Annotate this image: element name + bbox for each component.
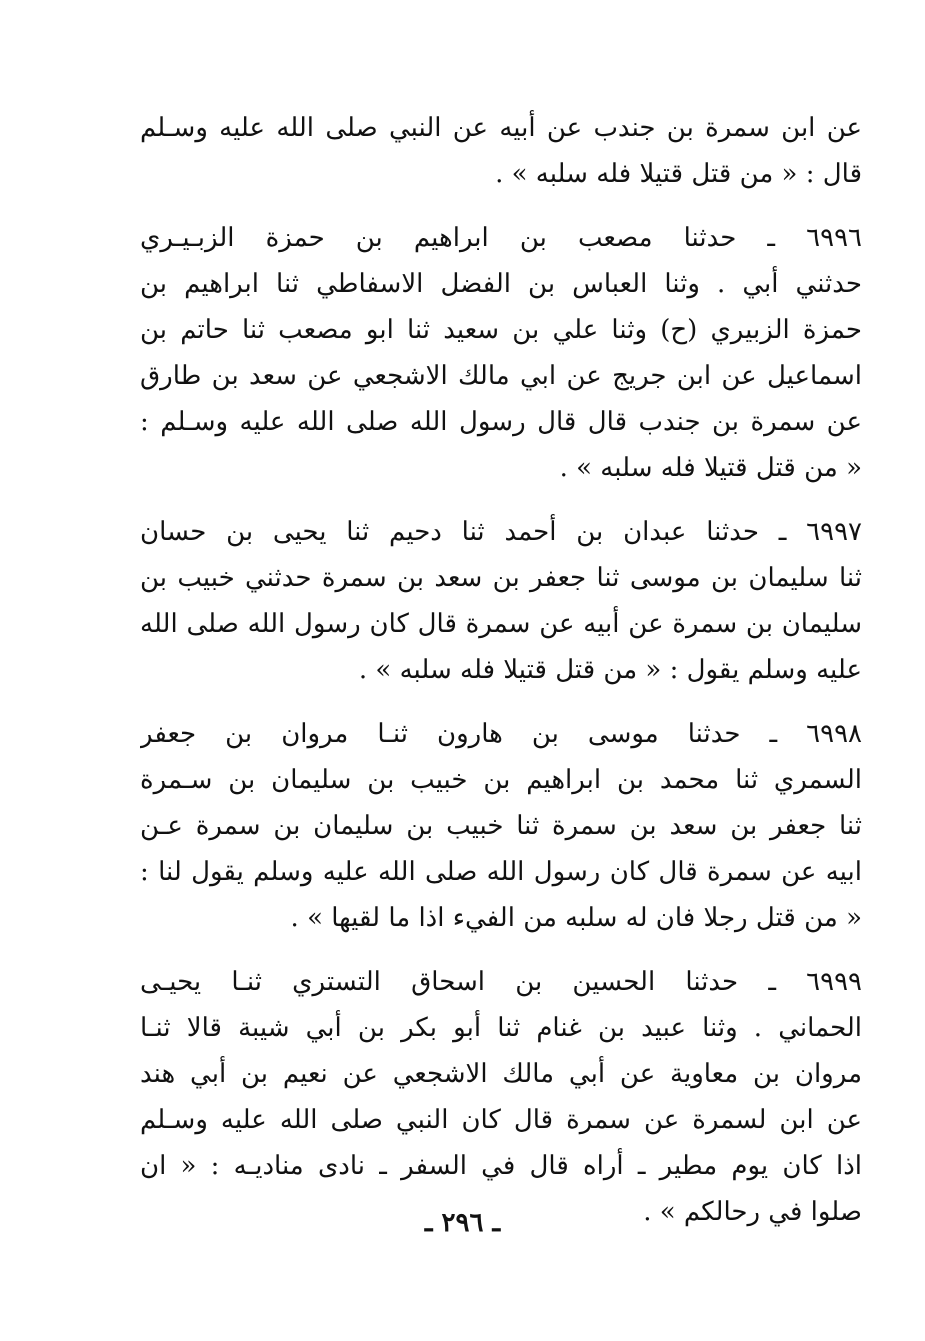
text-line: عن سمرة بن جندب قال قال رسول الله صلى الله عليه وسـلم : (140, 407, 862, 437)
text-line: مروان بن معاوية عن أبي مالك الاشجعي عن نعيم بن أبي هند (140, 1059, 862, 1089)
text-line: اسماعيل عن ابن جريج عن ابي مالك الاشجعي عن سعد بن طارق (140, 361, 862, 391)
text-line: قال : « من قتل قتيلا فله سلبه » . (495, 159, 862, 189)
text-line: ثنا سليمان بن موسى ثنا جعفر بن سعد بن سمرة حدثني خبيب بن (140, 563, 862, 593)
paragraph-hadith-6999 (140, 959, 862, 1235)
text-line: عن ابن سمرة بن جندب عن أبيه عن النبي صلى الله عليه وسـلم (140, 113, 862, 143)
text-line: « من قتل رجلا فان له سلبه من الفيء اذا ما لقيها » . (290, 903, 862, 933)
text-line: ثنا جعفر بن سعد بن سمرة ثنا خبيب بن سليمان بن سمرة عـن (140, 811, 862, 841)
text-line: سليمان بن سمرة عن أبيه عن سمرة قال كان رسول الله صلى الله (140, 609, 862, 639)
paragraph-hadith-6998 (140, 711, 862, 941)
page-body (140, 105, 862, 1235)
text-line: حمزة الزبيري (ح) وثنا علي بن سعيد ثنا ابو مصعب ثنا حاتم بن (140, 315, 862, 345)
paragraph-hadith-6996 (140, 215, 862, 491)
text-line: « من قتل قتيلا فله سلبه » . (559, 453, 862, 483)
paragraph-hadith-intro (140, 105, 862, 197)
paragraph-hadith-6997 (140, 509, 862, 693)
text-line: صلوا في رحالكم » . (643, 1197, 862, 1227)
text-line: الحماني . وثنا عبيد بن غنام ثنا أبو بكر بن أبي شيبة قالا ثنـا (140, 1013, 862, 1043)
text-line: السمري ثنا محمد بن ابراهيم بن خبيب بن سليمان بن سـمرة (140, 765, 862, 795)
page-number: ـ ٢٩٦ ـ (424, 1208, 501, 1238)
text-line: حدثني أبي . وثنا العباس بن الفضل الاسفاطي ثنا ابراهيم بن (140, 269, 862, 299)
text-line: عليه وسلم يقول : « من قتل قتيلا فله سلبه » . (358, 655, 862, 685)
text-line: ٦٩٩٦ ـ حدثنا مصعب بن ابراهيم بن حمزة الزبـيـري (140, 223, 862, 253)
text-line: اذا كان يوم مطير ـ أراه قال في السفر ـ نادى مناديـه : « ان (140, 1151, 862, 1181)
text-line: ابيه عن سمرة قال كان رسول الله صلى الله عليه وسلم يقول لنا : (140, 857, 862, 887)
text-line: ٦٩٩٨ ـ حدثنا موسى بن هارون ثنـا مروان بن جعفر (140, 719, 862, 749)
text-line: عن ابن لسمرة عن سمرة قال كان النبي صلى الله عليه وسـلم (140, 1105, 862, 1135)
text-line: ٦٩٩٩ ـ حدثنا الحسين بن اسحاق التستري ثنـا يحيـى (140, 967, 862, 997)
text-line: ٦٩٩٧ ـ حدثنا عبدان بن أحمد ثنا دحيم ثنا يحيى بن حسان (140, 517, 862, 547)
